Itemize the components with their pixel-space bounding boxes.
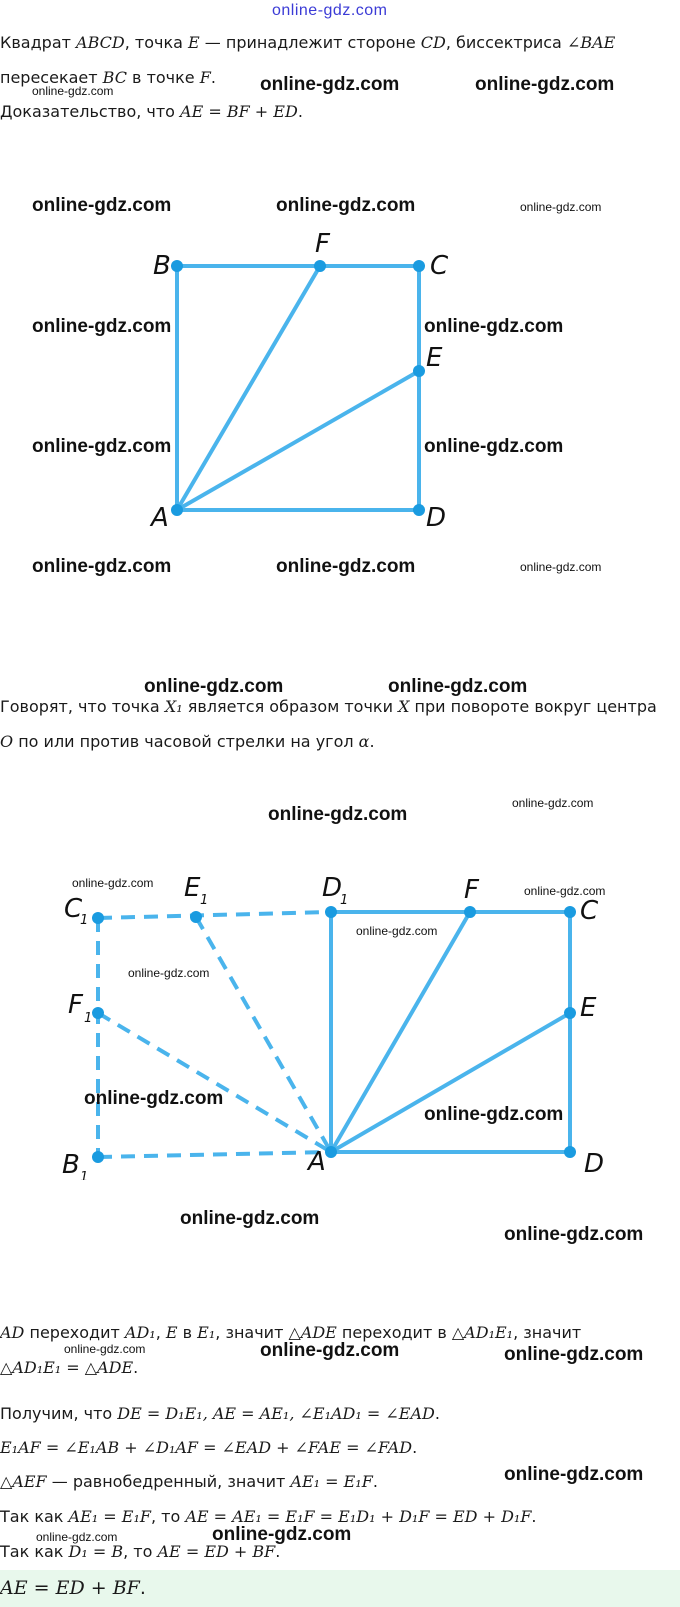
solution-line-5: △AEF — равнобедренный, значит AE₁ = E₁F.	[0, 1472, 378, 1491]
point-f	[464, 906, 476, 918]
point-c	[413, 260, 425, 272]
label-d: D	[584, 1149, 605, 1179]
watermark: online-gdz.com	[512, 796, 594, 810]
watermark: online-gdz.com	[32, 84, 114, 98]
label-f: F	[464, 875, 479, 905]
label-d: D	[426, 503, 447, 530]
watermark: online-gdz.com	[32, 195, 172, 216]
figure-rotation	[0, 860, 680, 1180]
label-e: E	[580, 993, 597, 1023]
theory-line-1: Говорят, что точка X₁ является образом точки X при повороте вокруг центра	[0, 697, 657, 716]
watermark: online-gdz.com	[72, 876, 154, 890]
segment-af1	[98, 1013, 331, 1152]
segment-ae	[177, 371, 419, 510]
segment-ae	[331, 1013, 570, 1152]
problem-line-3: Доказательство, что AE = BF + ED.	[0, 102, 303, 121]
watermark: online-gdz.com	[504, 1464, 644, 1485]
label-e1-sub: 1	[200, 893, 209, 908]
point-e	[413, 365, 425, 377]
point-f	[314, 260, 326, 272]
problem-line-2: пересекает BC в точке F.	[0, 68, 216, 87]
watermark: online-gdz.com	[212, 1524, 352, 1545]
solution-line-7: Так как D₁ = B, то AE = ED + BF.	[0, 1542, 281, 1561]
solution-line-2: △AD₁E₁ = △ADE.	[0, 1358, 139, 1377]
point-b	[171, 260, 183, 272]
watermark: online-gdz.com	[268, 804, 408, 825]
label-b1: B	[62, 1150, 80, 1180]
label-c1: C	[64, 894, 83, 924]
point-d1	[325, 906, 337, 918]
watermark: online-gdz.com	[504, 1344, 644, 1365]
point-a	[325, 1146, 337, 1158]
label-f1-sub: 1	[84, 1011, 93, 1026]
watermark: online-gdz.com	[128, 966, 210, 980]
solution-line-3: Получим, что DE = D₁E₁, AE = AE₁, ∠E₁AD₁ = ∠EAD.	[0, 1404, 440, 1423]
watermark: online-gdz.com	[276, 195, 416, 216]
site-header[interactable]: online-gdz.com	[272, 2, 388, 19]
solution-line-6: Так как AE₁ = E₁F, то AE = AE₁ = E₁F = E₁D₁ + D₁F = ED + D₁F.	[0, 1507, 537, 1526]
label-e: E	[426, 343, 443, 373]
watermark: online-gdz.com	[524, 884, 606, 898]
watermark: online-gdz.com	[84, 1088, 224, 1109]
watermark: online-gdz.com	[276, 556, 416, 577]
point-a	[171, 504, 183, 516]
watermark: online-gdz.com	[520, 560, 602, 574]
label-b1-sub: 1	[80, 1170, 89, 1180]
point-d	[413, 504, 425, 516]
label-b: B	[153, 251, 171, 281]
point-c1	[92, 912, 104, 924]
label-c1-sub: 1	[80, 913, 89, 928]
label-c: C	[430, 251, 449, 281]
theory-line-2: O по или против часовой стрелки на угол α.	[0, 732, 375, 751]
label-c: C	[580, 896, 599, 926]
watermark: online-gdz.com	[520, 200, 602, 214]
label-a: A	[151, 503, 169, 530]
segment-af	[177, 266, 320, 510]
point-e1	[190, 911, 202, 923]
side-b1a	[98, 1152, 331, 1157]
answer-box	[0, 1570, 680, 1607]
answer-text: AE = ED + BF.	[0, 1577, 146, 1599]
watermark: online-gdz.com	[504, 1224, 644, 1245]
watermark: online-gdz.com	[64, 1342, 146, 1356]
label-d1: D	[322, 873, 343, 903]
watermark: online-gdz.com	[144, 676, 284, 697]
point-d	[564, 1146, 576, 1158]
watermark: online-gdz.com	[475, 74, 615, 95]
watermark: online-gdz.com	[32, 436, 172, 457]
watermark: online-gdz.com	[36, 1530, 118, 1544]
watermark: online-gdz.com	[260, 74, 400, 95]
watermark: online-gdz.com	[356, 924, 438, 938]
side-c1d1	[98, 912, 331, 918]
label-d1-sub: 1	[340, 893, 349, 908]
label-e1: E	[184, 873, 201, 903]
point-c	[564, 906, 576, 918]
watermark: online-gdz.com	[424, 316, 564, 337]
label-f1: F	[68, 990, 83, 1020]
watermark: online-gdz.com	[32, 556, 172, 577]
point-f1	[92, 1007, 104, 1019]
point-e	[564, 1007, 576, 1019]
watermark: online-gdz.com	[260, 1340, 400, 1361]
problem-line-1: Квадрат ABCD, точка E — принадлежит стороне CD, биссектриса ∠BAE	[0, 33, 616, 52]
label-a: A	[308, 1147, 326, 1177]
watermark: online-gdz.com	[424, 436, 564, 457]
segment-ae1	[196, 917, 331, 1152]
watermark: online-gdz.com	[32, 316, 172, 337]
figure-square	[0, 230, 680, 530]
solution-line-4: E₁AF = ∠E₁AB + ∠D₁AF = ∠EAD + ∠FAE = ∠FAD.	[0, 1438, 418, 1457]
label-f: F	[315, 230, 330, 259]
watermark: online-gdz.com	[424, 1104, 564, 1125]
point-b1	[92, 1151, 104, 1163]
watermark: online-gdz.com	[388, 676, 528, 697]
solution-line-1: AD переходит AD₁, E в E₁, значит △ADE переходит в △AD₁E₁, значит	[0, 1323, 582, 1342]
watermark: online-gdz.com	[180, 1208, 320, 1229]
